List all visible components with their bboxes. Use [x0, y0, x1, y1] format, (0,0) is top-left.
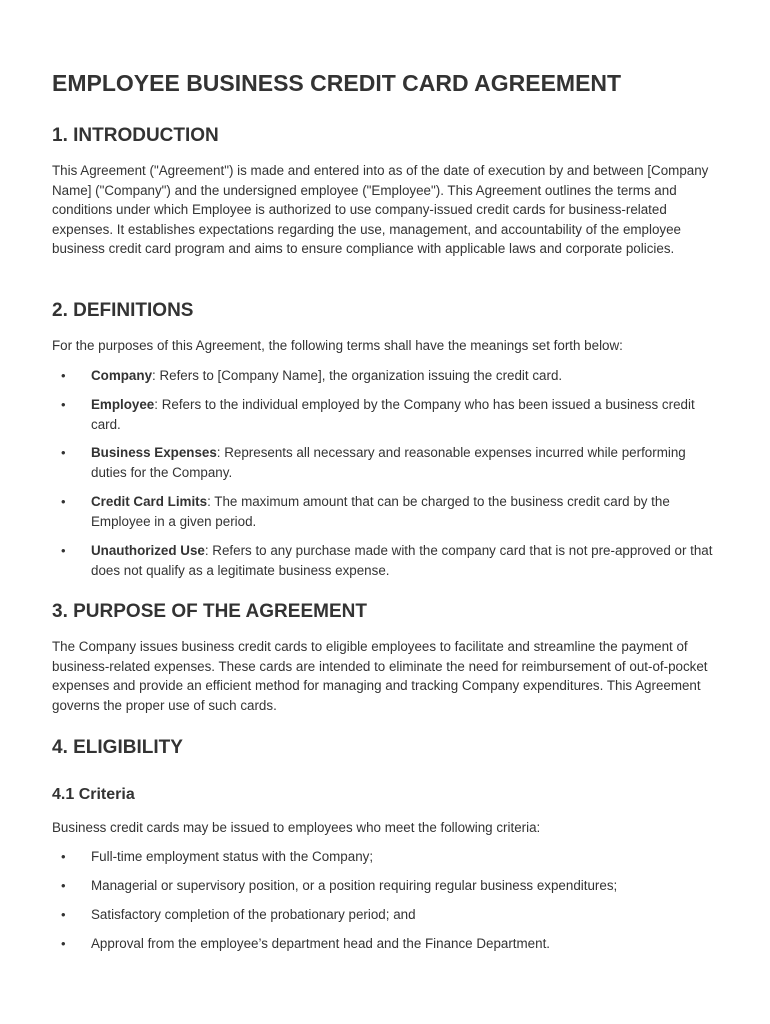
bullet-icon: • — [61, 368, 66, 383]
bullet-icon: • — [61, 849, 66, 864]
bullet-icon: • — [61, 494, 66, 509]
bullet-icon: • — [61, 397, 66, 412]
document-title: EMPLOYEE BUSINESS CREDIT CARD AGREEMENT — [52, 70, 622, 96]
section-heading-definitions: 2. DEFINITIONS — [52, 300, 194, 321]
eligibility-lead: Business credit cards may be issued to employees who meet the following criteria: — [52, 820, 541, 835]
section-heading-purpose: 3. PURPOSE OF THE AGREEMENT — [52, 601, 367, 622]
bullet-icon: • — [61, 907, 66, 922]
definition-text: : Represents all necessary and reasonable expenses incurred while performing duties for the Company. — [91, 445, 686, 480]
criteria-text: Approval from the employee’s department head and the Finance Department. — [91, 936, 551, 951]
bullet-icon: • — [61, 543, 66, 558]
definition-text: : The maximum amount that can be charged to the business credit card by the Employee in a given period. — [91, 494, 670, 529]
bullet-icon: • — [61, 878, 66, 893]
criteria-text: Satisfactory completion of the probationary period; and — [91, 907, 416, 922]
definition-text: : Refers to any purchase made with the company card that is not pre-approved or that does not qualify as a legitimate business expense. — [91, 543, 713, 578]
purpose-paragraph: The Company issues business credit cards to eligible employees to facilitate and streamline the payment of business-related expenses. These cards are intended to eliminate the need for reimbursement of out-of-pocket expenses and provide an efficient method for managing and tracking Company expenditures. This Agreement governs the proper use of such cards. — [52, 639, 708, 713]
subsection-heading-criteria: 4.1 Criteria — [52, 786, 135, 803]
definition-term: Company — [91, 368, 153, 383]
definition-term: Unauthorized Use — [91, 543, 205, 558]
introduction-paragraph: This Agreement ("Agreement") is made and entered into as of the date of execution by and between [Company Name] ("Company") and the undersigned employee ("Employee"). This Agreement outlines the terms and conditions under which Employee is authorized to use company-issued credit cards for business-related expenses. It establishes expectations regarding the use, management, and accountability of the employee business credit card program and aims to ensure compliance with applicable laws and corporate policies. — [52, 163, 709, 256]
section-heading-eligibility: 4. ELIGIBILITY — [52, 737, 183, 758]
definition-text: : Refers to [Company Name], the organization issuing the credit card. — [152, 368, 563, 383]
definition-text: : Refers to the individual employed by the Company who has been issued a business credit card. — [91, 397, 695, 432]
criteria-text: Managerial or supervisory position, or a position requiring regular business expenditures; — [91, 878, 618, 893]
bullet-icon: • — [61, 445, 66, 460]
section-heading-introduction: 1. INTRODUCTION — [52, 125, 219, 146]
definition-term: Business Expenses — [91, 445, 217, 460]
definitions-lead: For the purposes of this Agreement, the following terms shall have the meanings set forth below: — [52, 338, 623, 353]
criteria-text: Full-time employment status with the Company; — [91, 849, 374, 864]
definition-term: Employee — [91, 397, 155, 412]
definition-term: Credit Card Limits — [91, 494, 208, 509]
bullet-icon: • — [61, 936, 66, 951]
